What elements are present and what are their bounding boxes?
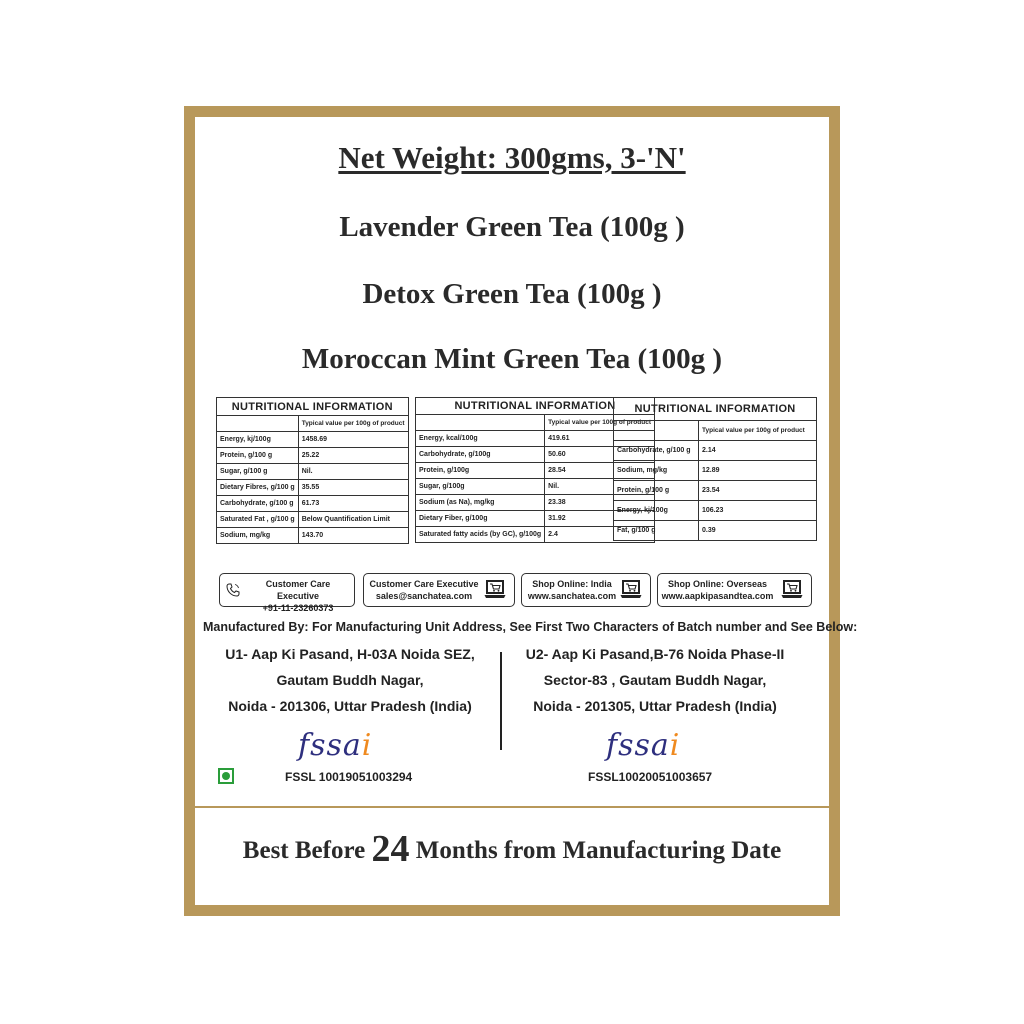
nutrition-table-moroccan-mint — [613, 397, 817, 541]
fssai-license-2: FSSL10020051003657 — [588, 770, 713, 784]
customer-care-email-box[interactable]: Customer Care Executive sales@sanchatea.com — [363, 573, 515, 607]
veg-mark-icon — [218, 768, 234, 784]
net-weight-heading: Net Weight: 300gms, 3-'N' — [338, 140, 686, 175]
table-row: Protein, g/100 g 25.22 — [217, 448, 409, 464]
manufacturer-intro: Manufactured By: For Manufacturing Unit Address, See First Two Characters of Batch number and See Below: — [203, 620, 858, 634]
table-title: NUTRITIONAL INFORMATION — [416, 398, 655, 415]
table-row: Sodium, mg/kg 143.70 — [217, 528, 409, 544]
fssai-logo: fssai — [606, 728, 681, 763]
table-row: Saturated fatty acids (by GC), g/100g 2.4 — [416, 527, 655, 543]
fssai-logo: fssai — [298, 728, 373, 763]
phone-icon — [226, 583, 240, 599]
table-row: Energy, kcal/100g 419.61 — [416, 431, 655, 447]
table-header: Typical value per 100g of product — [298, 416, 408, 432]
table-row: Dietary Fiber, g/100g 31.92 — [416, 511, 655, 527]
table-row: Sugar, g/100g Nil. — [416, 479, 655, 495]
shop-online-india-box[interactable]: Shop Online: India www.sanchatea.com — [521, 573, 651, 607]
table-row: Carbohydrate, g/100g 50.60 — [416, 447, 655, 463]
tea-name-moroccan-mint: Moroccan Mint Green Tea (100g ) — [301, 343, 723, 375]
divider-line — [195, 806, 829, 808]
tea-name-lavender: Lavender Green Tea (100g ) — [339, 211, 685, 243]
table-row: Carbohydrate, g/100 g 2.14 — [614, 441, 817, 461]
table-title: NUTRITIONAL INFORMATION — [614, 398, 817, 421]
laptop-cart-icon — [781, 580, 803, 602]
laptop-cart-icon — [620, 580, 642, 602]
address-divider — [500, 652, 502, 750]
table-row: Fat, g/100 g 0.39 — [614, 521, 817, 541]
table-header: Typical value per 100g of product — [699, 421, 817, 441]
tea-name-detox: Detox Green Tea (100g ) — [362, 278, 662, 310]
table-row: Carbohydrate, g/100 g 61.73 — [217, 496, 409, 512]
fssai-license-1: FSSL 10019051003294 — [285, 770, 413, 784]
table-title: NUTRITIONAL INFORMATION — [217, 398, 409, 416]
unit1-address: U1- Aap Ki Pasand, H-03A Noida SEZ, Gautam Buddh Nagar, Noida - 201306, Uttar Pradesh (India) — [225, 646, 475, 714]
table-row: Energy, kj/100g 106.23 — [614, 501, 817, 521]
table-row: Protein, g/100 g 23.54 — [614, 481, 817, 501]
table-row: Sodium, mg/kg 12.89 — [614, 461, 817, 481]
table-row: Sugar, g/100 g Nil. — [217, 464, 409, 480]
table-row: Protein, g/100g 28.54 — [416, 463, 655, 479]
laptop-cart-icon — [484, 580, 506, 602]
nutrition-table-lavender — [216, 397, 409, 544]
table-header: Typical value per 100g of product — [545, 415, 655, 431]
shop-online-overseas-box[interactable]: Shop Online: Overseas www.aapkipasandtea.com — [657, 573, 812, 607]
table-row: Dietary Fibres, g/100 g 35.55 — [217, 480, 409, 496]
unit2-address: U2- Aap Ki Pasand,B-76 Noida Phase-II Sector-83 , Gautam Buddh Nagar, Noida - 201305, Uttar Pradesh (India) — [525, 646, 785, 714]
best-before-text: Best Before 24 Months from Manufacturing Date — [242, 828, 782, 870]
customer-care-phone-box[interactable]: Customer Care Executive +91-11-23260373 — [219, 573, 355, 607]
table-row: Saturated Fat , g/100 g Below Quantification Limit — [217, 512, 409, 528]
table-row: Energy, kj/100g 1458.69 — [217, 432, 409, 448]
table-row: Sodium (as Na), mg/kg 23.38 — [416, 495, 655, 511]
